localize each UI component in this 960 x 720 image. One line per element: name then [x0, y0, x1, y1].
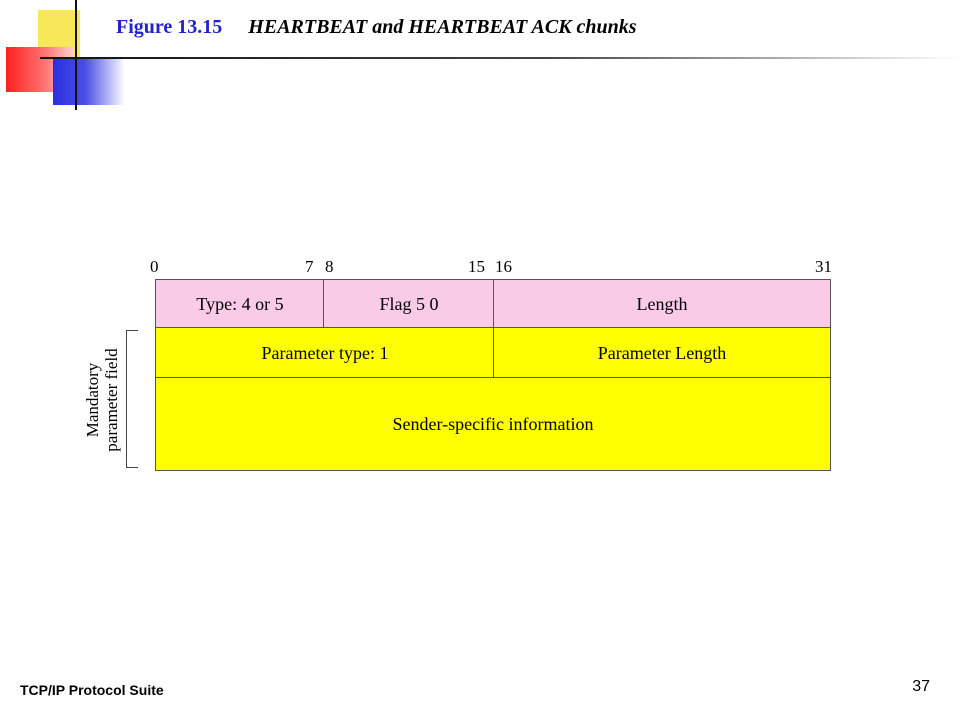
mandatory-parameter-label	[83, 325, 123, 475]
bit-label-15: 15	[468, 257, 485, 276]
decor-vertical-line	[75, 0, 77, 110]
footer-suite-name: TCP/IP Protocol Suite	[20, 682, 164, 698]
bit-label-0: 0	[150, 257, 159, 276]
type-field-label: Type: 4 or 5	[196, 293, 284, 314]
decor-blue-square	[53, 57, 125, 105]
length-field-label: Length	[636, 293, 688, 314]
slide-title	[116, 16, 637, 39]
decor-horizontal-line	[40, 57, 960, 59]
sender-specific-info-label: Sender-specific information	[392, 413, 594, 434]
side-label-line1: Mandatory	[83, 362, 102, 438]
bit-label-8: 8	[325, 257, 334, 276]
flag-field	[323, 279, 495, 329]
length-field	[493, 279, 831, 329]
sender-specific-info-field	[155, 377, 831, 471]
parameter-type-label: Parameter type: 1	[261, 342, 389, 363]
figure-caption: HEARTBEAT and HEARTBEAT ACK chunks	[248, 16, 637, 38]
parameter-type-field	[155, 327, 495, 379]
parameter-length-field	[493, 327, 831, 379]
bit-label-7: 7	[305, 257, 314, 276]
figure-number: Figure 13.15	[116, 16, 223, 38]
bit-label-31: 31	[815, 257, 832, 276]
parameter-length-label: Parameter Length	[597, 342, 727, 363]
type-field	[155, 279, 325, 329]
flag-field-label: Flag 5 0	[379, 293, 439, 314]
side-label-line2: parameter field	[102, 348, 121, 452]
mandatory-parameter-bracket	[126, 330, 138, 468]
bit-label-16: 16	[495, 257, 512, 276]
page-number: 37	[912, 678, 930, 695]
